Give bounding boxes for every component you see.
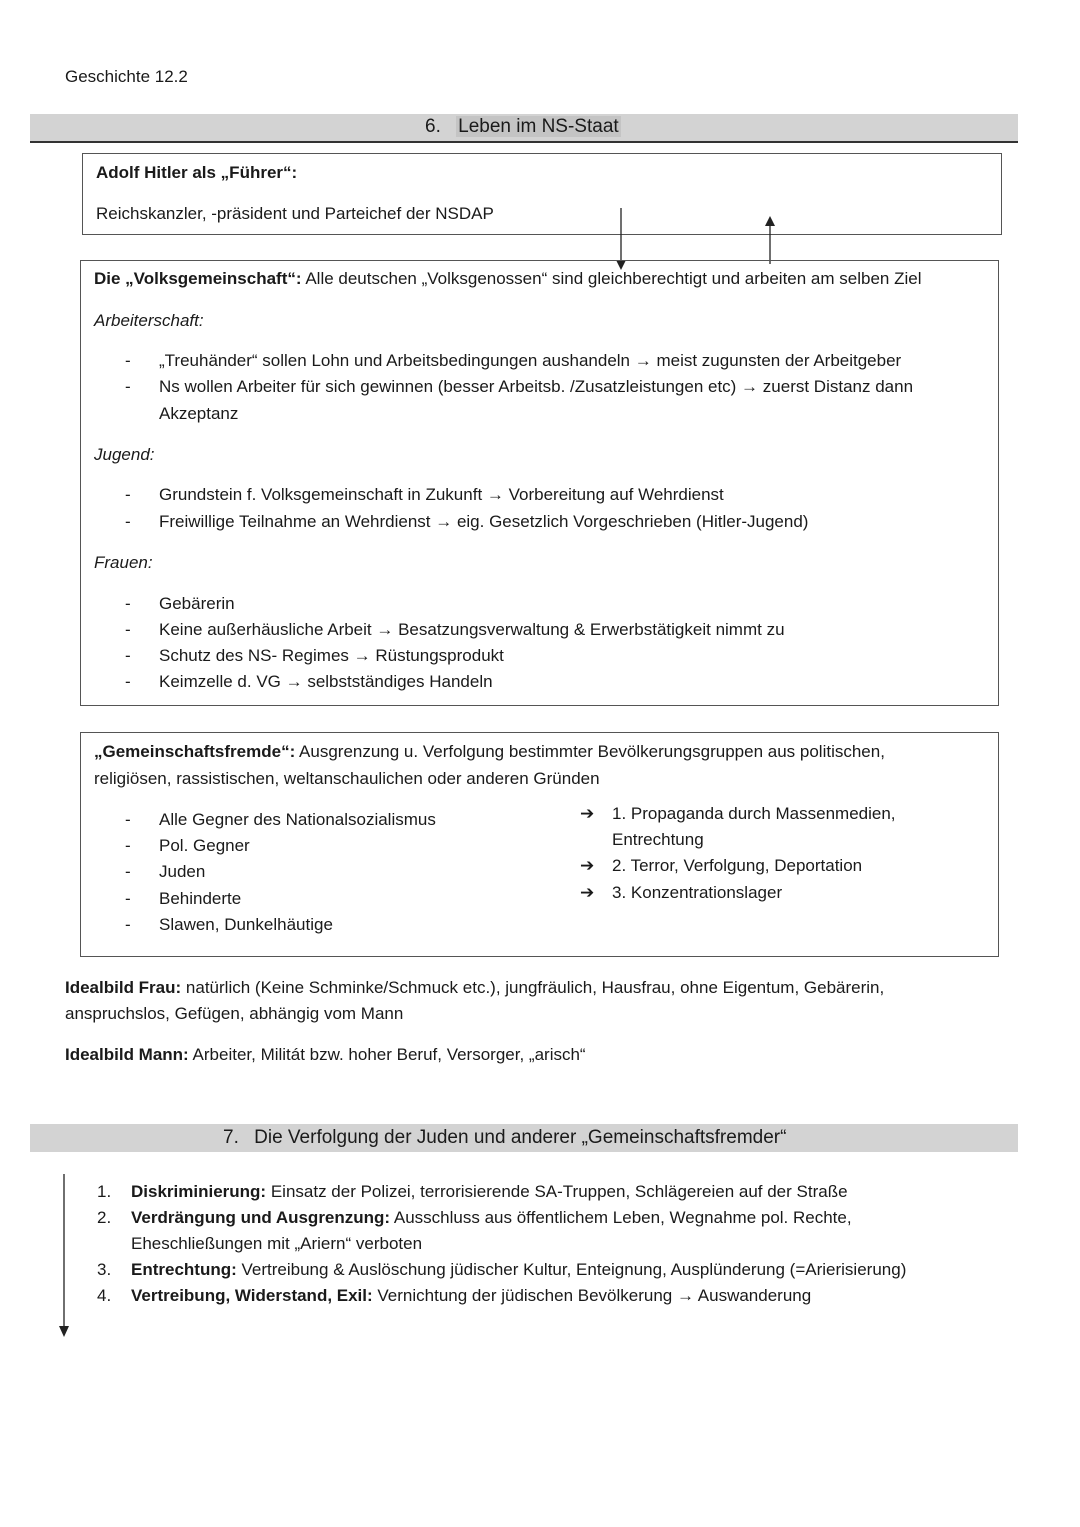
measure-item: 3. Konzentrationslager [612,883,783,902]
bullet-dash: - [125,889,131,908]
volksgemeinschaft-definition: Alle deutschen „Volksgenossen“ sind gleichberechtigt und arbeiten am selben Ziel [305,269,922,288]
ideal-frau-text: natürlich (Keine Schminke/Schmuck etc.), jungfräulich, Hausfrau, ohne Eigentum, Gebärerin, [185,978,885,997]
section-7-number: 7. [223,1127,239,1148]
ideal-frau-text-cont: anspruchslos, Gefügen, abhängig vom Mann [65,1004,404,1023]
bullet-dash: - [125,915,131,934]
step-number: 1. [97,1182,112,1201]
step-item [131,1286,811,1306]
group-label-arbeiterschaft: Arbeiterschaft: [94,311,204,330]
step-text: Vernichtung der jüdischen Bevölkerung → Auswanderung [377,1286,812,1305]
bullet-dash: - [125,512,131,531]
bullet-dash: - [125,377,131,396]
volksgemeinschaft-heading: Die „Volksgemeinschaft“: [94,269,302,288]
step-item [131,1208,852,1228]
gemeinschaftsfremde-heading: „Gemeinschaftsfremde“: [94,742,296,761]
gemeinschaftsfremde-definition: Ausgrenzung u. Verfolgung bestimmter Bevölkerungsgruppen aus politischen, [299,742,885,761]
bullet-dash: - [125,836,131,855]
connector-arrows [0,0,1080,300]
timeline-arrow-icon [55,1172,75,1342]
arrow-up-icon [765,216,775,264]
step-text: Vertreibung & Auslöschung jüdischer Kultur, Enteignung, Ausplünderung (=Arierisierung) [241,1260,907,1279]
list-item: Keimzelle d. VG → selbstständiges Handeln [159,672,493,691]
list-item: Gebärerin [159,594,235,613]
course-label: Geschichte 12.2 [65,67,188,86]
ideal-frau-line [65,978,884,998]
arrow-bullet-icon: ➔ [580,856,595,875]
step-label: Vertreibung, Widerstand, Exil: [131,1286,373,1305]
bullet-dash: - [125,862,131,881]
fuehrer-heading: Adolf Hitler als „Führer“: [96,163,298,182]
group-label-frauen: Frauen: [94,553,153,572]
bullet-dash: - [125,620,131,639]
step-number: 2. [97,1208,112,1227]
step-number: 3. [97,1260,112,1279]
bullet-dash: - [125,672,131,691]
ideal-mann-line [65,1045,586,1065]
measure-item-continuation: Entrechtung [612,830,704,849]
bullet-dash: - [125,646,131,665]
step-text-continuation: Eheschließungen mit „Ariern“ verboten [131,1234,423,1253]
gemeinschaftsfremde-heading-line [94,742,885,762]
ideal-mann-label: Idealbild Mann: [65,1045,189,1064]
list-item: „Treuhänder“ sollen Lohn und Arbeitsbedingungen aushandeln → meist zugunsten der Arbeitgeber [159,351,902,370]
step-number: 4. [97,1286,112,1305]
fuehrer-text: Reichskanzler, -präsident und Parteichef der NSDAP [96,204,494,223]
step-label: Diskriminierung: [131,1182,267,1201]
group-label-jugend: Jugend: [94,445,155,464]
section-7-heading: Die Verfolgung der Juden und anderer „Gemeinschaftsfremder“ [254,1127,787,1148]
list-item: Keine außerhäusliche Arbeit → Besatzungsverwaltung & Erwerbstätigkeit nimmt zu [159,620,785,639]
ideal-mann-text: Arbeiter, Militát bzw. hoher Beruf, Versorger, „arisch“ [192,1045,586,1064]
list-item: Grundstein f. Volksgemeinschaft in Zukunft → Vorbereitung auf Wehrdienst [159,485,724,504]
section-6-number: 6. [425,116,441,137]
ideal-frau-label: Idealbild Frau: [65,978,182,997]
step-label: Entrechtung: [131,1260,237,1279]
step-item [131,1182,848,1202]
list-item: Alle Gegner des Nationalsozialismus [159,810,436,829]
arrow-bullet-icon: ➔ [580,883,595,902]
step-text: Einsatz der Polizei, terrorisierende SA-Truppen, Schlägereien auf der Straße [270,1182,848,1201]
volksgemeinschaft-heading-line [94,269,921,289]
list-item: Schutz des NS- Regimes → Rüstungsprodukt [159,646,504,665]
bullet-dash: - [125,594,131,613]
measure-item: 1. Propaganda durch Massenmedien, [612,804,896,823]
measure-item: 2. Terror, Verfolgung, Deportation [612,856,863,875]
list-item: Ns wollen Arbeiter für sich gewinnen (besser Arbeitsb. /Zusatzleistungen etc) → zuerst Distanz dann [159,377,914,396]
list-item: Juden [159,862,206,881]
arrow-bullet-icon: ➔ [580,804,595,823]
bullet-dash: - [125,810,131,829]
bullet-dash: - [125,485,131,504]
bullet-dash: - [125,351,131,370]
list-item-continuation: Akzeptanz [159,404,239,423]
list-item: Behinderte [159,889,242,908]
list-item: Pol. Gegner [159,836,250,855]
step-text: Ausschluss aus öffentlichem Leben, Wegnahme pol. Rechte, [393,1208,852,1227]
list-item: Freiwillige Teilnahme an Wehrdienst → eig. Gesetzlich Vorgeschrieben (Hitler-Jugend) [159,512,809,531]
section-6-heading: Leben im NS-Staat [458,116,619,137]
list-item: Slawen, Dunkelhäutige [159,915,333,934]
step-item [131,1260,906,1280]
section-7-title [223,1127,786,1150]
step-label: Verdrängung und Ausgrenzung: [131,1208,391,1227]
gemeinschaftsfremde-definition-cont: religiösen, rassistischen, weltanschaulichen oder anderen Gründen [94,769,600,788]
